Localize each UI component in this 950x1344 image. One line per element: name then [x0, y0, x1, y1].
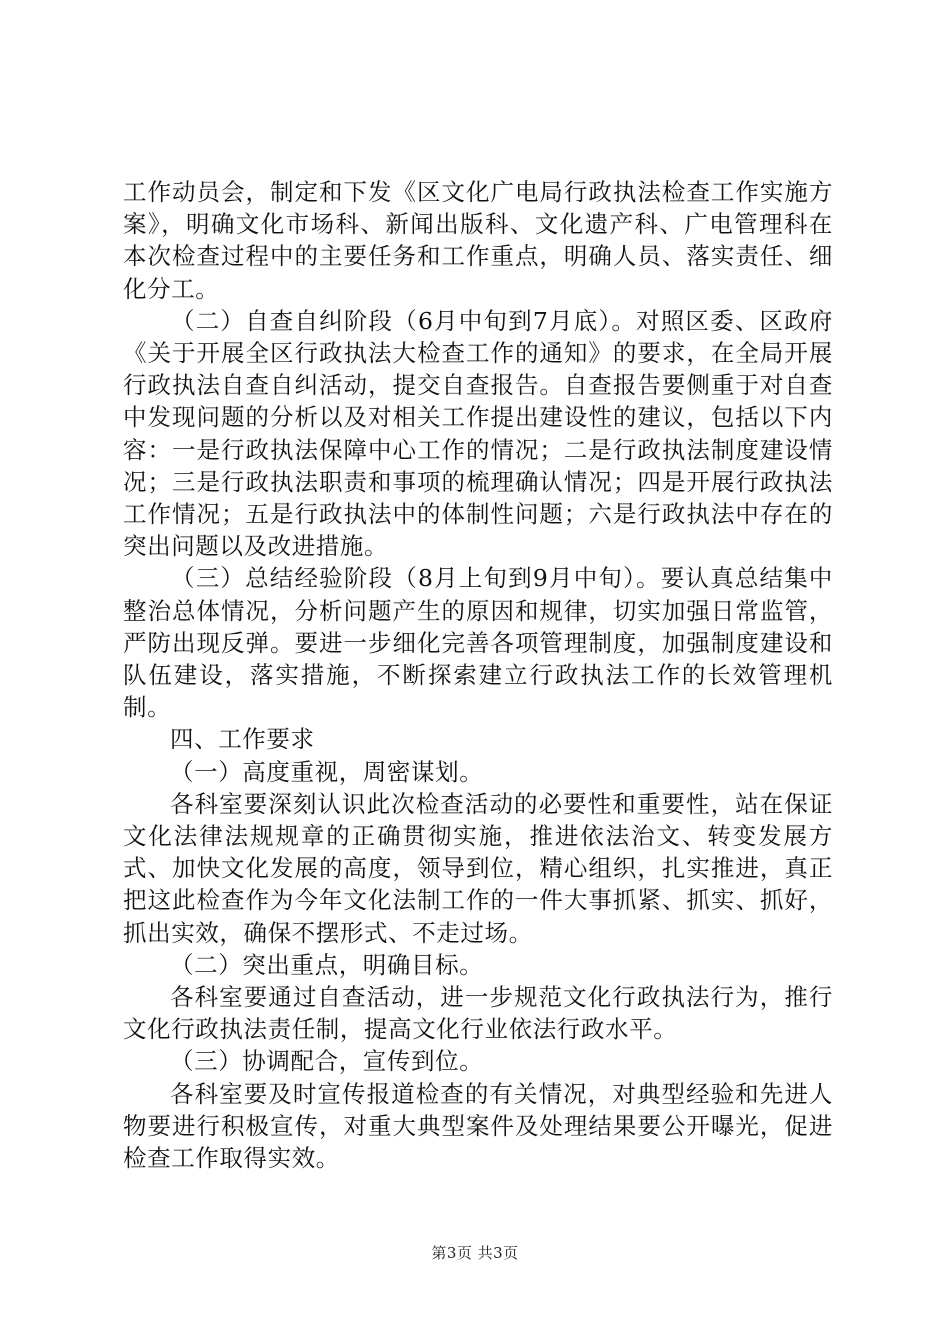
paragraph-key-points: 各科室要通过自查活动，进一步规范文化行政执法行为，推行文化行政执法责任制，提高文化行业依法行政水平。 — [123, 983, 833, 1044]
paragraph-summary-stage: （三）总结经验阶段（8月上旬到9月中旬）。要认真总结集中整治总体情况，分析问题产生的原因和规律，切实加强日常监管，严防出现反弹。要进一步细化完善各项管理制度，加强制度建设和队伍建设，落实措施，不断探索建立行政执法工作的长效管理机制。 — [123, 564, 833, 722]
page-footer — [0, 1243, 950, 1263]
subheading-coordination: （三）协调配合，宣传到位。 — [170, 1047, 484, 1076]
paragraph-self-inspection-stage: （二）自查自纠阶段（6月中旬到7月底）。对照区委、区政府《关于开展全区行政执法大检查工作的通知》的要求，在全局开展行政执法自查自纠活动，提交自查报告。自查报告要侧重于对自查中发现问题的分析以及对相关工作提出建设性的建议，包括以下内容：一是行政执法保障中心工作的情况；二是行政执法制度建设情况；三是行政执法职责和事项的梳理确认情况；四是开展行政执法工作情况；五是行政执法中的体制性问题；六是行政执法中存在的突出问题以及改进措施。 — [123, 306, 833, 561]
document-body — [123, 176, 833, 1174]
paragraph-coordination: 各科室要及时宣传报道检查的有关情况，对典型经验和先进人物要进行积极宣传，对重大典型案件及处理结果要公开曝光，促进检查工作取得实效。 — [123, 1079, 833, 1173]
page-number-label: 第3页 共3页 — [431, 1244, 519, 1262]
section-heading-work-requirements: 四、工作要求 — [170, 725, 315, 754]
paragraph-mobilization: 工作动员会，制定和下发《区文化广电局行政执法检查工作实施方案》，明确文化市场科、新闻出版科、文化遗产科、广电管理科在本次检查过程中的主要任务和工作重点，明确人员、落实责任、细化分工。 — [123, 178, 833, 303]
paragraph-high-attention: 各科室要深刻认识此次检查活动的必要性和重要性，站在保证文化法律法规规章的正确贯彻实施，推进依法治文、转变发展方式、加快文化发展的高度，领导到位，精心组织，扎实推进，真正把这此检查作为今年文化法制工作的一件大事抓紧、抓实、抓好，抓出实效，确保不摆形式、不走过场。 — [123, 789, 833, 947]
subheading-key-points: （二）突出重点，明确目标。 — [170, 950, 484, 979]
subheading-high-attention: （一）高度重视，周密谋划。 — [170, 757, 484, 786]
